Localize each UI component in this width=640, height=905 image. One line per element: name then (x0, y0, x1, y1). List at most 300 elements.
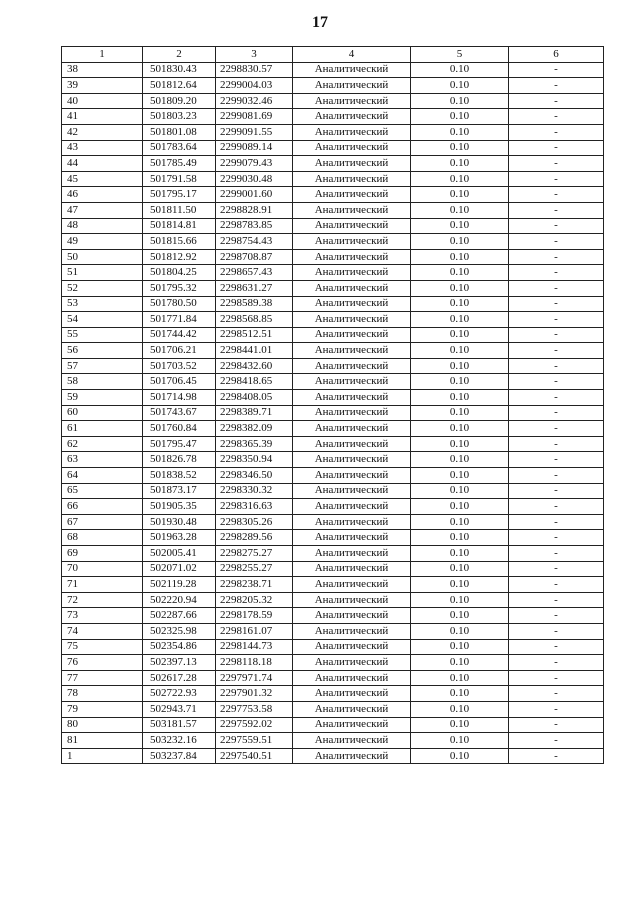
table-row (62, 670, 604, 686)
point-number-cell: 74 (62, 623, 143, 639)
accuracy-cell: 0.10 (411, 468, 509, 484)
y-coordinate-cell: 2298589.38 (216, 296, 293, 312)
x-coordinate-cell: 501743.67 (143, 405, 216, 421)
accuracy-cell: 0.10 (411, 171, 509, 187)
table-row (62, 187, 604, 203)
table-row (62, 546, 604, 562)
method-cell: Аналитический (293, 468, 411, 484)
x-coordinate-cell: 501830.43 (143, 62, 216, 78)
y-coordinate-cell: 2298330.32 (216, 483, 293, 499)
x-coordinate-cell: 503181.57 (143, 717, 216, 733)
x-coordinate-cell: 501783.64 (143, 140, 216, 156)
y-coordinate-cell: 2298657.43 (216, 265, 293, 281)
table-row (62, 358, 604, 374)
accuracy-cell: 0.10 (411, 623, 509, 639)
note-cell: - (509, 327, 604, 343)
point-number-cell: 76 (62, 655, 143, 671)
header-row (62, 47, 604, 63)
y-coordinate-cell: 2298255.27 (216, 561, 293, 577)
accuracy-cell: 0.10 (411, 296, 509, 312)
point-number-cell: 73 (62, 608, 143, 624)
method-cell: Аналитический (293, 530, 411, 546)
point-number-cell: 56 (62, 343, 143, 359)
x-coordinate-cell: 501780.50 (143, 296, 216, 312)
accuracy-cell: 0.10 (411, 608, 509, 624)
note-cell: - (509, 280, 604, 296)
note-cell: - (509, 171, 604, 187)
table-row (62, 655, 604, 671)
y-coordinate-cell: 2298432.60 (216, 358, 293, 374)
y-coordinate-cell: 2299030.48 (216, 171, 293, 187)
note-cell: - (509, 639, 604, 655)
note-cell: - (509, 686, 604, 702)
note-cell: - (509, 530, 604, 546)
note-cell: - (509, 234, 604, 250)
note-cell: - (509, 156, 604, 172)
y-coordinate-cell: 2299089.14 (216, 140, 293, 156)
page-number: 17 (312, 14, 328, 31)
table-row (62, 717, 604, 733)
y-coordinate-cell: 2297592.02 (216, 717, 293, 733)
note-cell: - (509, 124, 604, 140)
table-row (62, 686, 604, 702)
y-coordinate-cell: 2299004.03 (216, 78, 293, 94)
accuracy-cell: 0.10 (411, 577, 509, 593)
method-cell: Аналитический (293, 249, 411, 265)
method-cell: Аналитический (293, 421, 411, 437)
accuracy-cell: 0.10 (411, 390, 509, 406)
method-cell: Аналитический (293, 436, 411, 452)
table-row (62, 592, 604, 608)
point-number-cell: 81 (62, 733, 143, 749)
method-cell: Аналитический (293, 327, 411, 343)
y-coordinate-cell: 2298238.71 (216, 577, 293, 593)
x-coordinate-cell: 501814.81 (143, 218, 216, 234)
x-coordinate-cell: 502397.13 (143, 655, 216, 671)
x-coordinate-cell: 501714.98 (143, 390, 216, 406)
point-number-cell: 67 (62, 514, 143, 530)
x-coordinate-cell: 502722.93 (143, 686, 216, 702)
column-header-5: 5 (411, 47, 509, 63)
point-number-cell: 60 (62, 405, 143, 421)
note-cell: - (509, 499, 604, 515)
y-coordinate-cell: 2297540.51 (216, 748, 293, 764)
accuracy-cell: 0.10 (411, 249, 509, 265)
point-number-cell: 78 (62, 686, 143, 702)
note-cell: - (509, 670, 604, 686)
x-coordinate-cell: 501811.50 (143, 202, 216, 218)
note-cell: - (509, 592, 604, 608)
method-cell: Аналитический (293, 499, 411, 515)
column-header-6: 6 (509, 47, 604, 63)
table-row (62, 405, 604, 421)
accuracy-cell: 0.10 (411, 483, 509, 499)
accuracy-cell: 0.10 (411, 109, 509, 125)
note-cell: - (509, 140, 604, 156)
y-coordinate-cell: 2298708.87 (216, 249, 293, 265)
accuracy-cell: 0.10 (411, 156, 509, 172)
table-row (62, 390, 604, 406)
note-cell: - (509, 296, 604, 312)
note-cell: - (509, 577, 604, 593)
method-cell: Аналитический (293, 109, 411, 125)
table-row (62, 468, 604, 484)
note-cell: - (509, 343, 604, 359)
table-row (62, 234, 604, 250)
method-cell: Аналитический (293, 686, 411, 702)
point-number-cell: 49 (62, 234, 143, 250)
point-number-cell: 79 (62, 701, 143, 717)
x-coordinate-cell: 501795.32 (143, 280, 216, 296)
column-header-2: 2 (143, 47, 216, 63)
y-coordinate-cell: 2298441.01 (216, 343, 293, 359)
table-row (62, 374, 604, 390)
y-coordinate-cell: 2297901.32 (216, 686, 293, 702)
note-cell: - (509, 265, 604, 281)
point-number-cell: 62 (62, 436, 143, 452)
y-coordinate-cell: 2298783.85 (216, 218, 293, 234)
y-coordinate-cell: 2298418.65 (216, 374, 293, 390)
method-cell: Аналитический (293, 374, 411, 390)
y-coordinate-cell: 2299001.60 (216, 187, 293, 203)
point-number-cell: 44 (62, 156, 143, 172)
x-coordinate-cell: 502119.28 (143, 577, 216, 593)
point-number-cell: 45 (62, 171, 143, 187)
accuracy-cell: 0.10 (411, 561, 509, 577)
method-cell: Аналитический (293, 733, 411, 749)
point-number-cell: 38 (62, 62, 143, 78)
x-coordinate-cell: 501795.17 (143, 187, 216, 203)
table-row (62, 561, 604, 577)
method-cell: Аналитический (293, 546, 411, 562)
note-cell: - (509, 717, 604, 733)
y-coordinate-cell: 2298205.32 (216, 592, 293, 608)
table-row (62, 140, 604, 156)
point-number-cell: 40 (62, 93, 143, 109)
note-cell: - (509, 483, 604, 499)
table-row (62, 421, 604, 437)
table-row (62, 577, 604, 593)
table-row (62, 218, 604, 234)
method-cell: Аналитический (293, 156, 411, 172)
x-coordinate-cell: 501809.20 (143, 93, 216, 109)
accuracy-cell: 0.10 (411, 514, 509, 530)
y-coordinate-cell: 2298275.27 (216, 546, 293, 562)
table-row (62, 514, 604, 530)
method-cell: Аналитический (293, 561, 411, 577)
table-row (62, 296, 604, 312)
method-cell: Аналитический (293, 639, 411, 655)
point-number-cell: 66 (62, 499, 143, 515)
point-number-cell: 48 (62, 218, 143, 234)
note-cell: - (509, 187, 604, 203)
x-coordinate-cell: 502071.02 (143, 561, 216, 577)
x-coordinate-cell: 501760.84 (143, 421, 216, 437)
table-row (62, 171, 604, 187)
method-cell: Аналитический (293, 140, 411, 156)
note-cell: - (509, 452, 604, 468)
point-number-cell: 68 (62, 530, 143, 546)
point-number-cell: 51 (62, 265, 143, 281)
table-row (62, 530, 604, 546)
point-number-cell: 71 (62, 577, 143, 593)
point-number-cell: 59 (62, 390, 143, 406)
table-row (62, 608, 604, 624)
accuracy-cell: 0.10 (411, 265, 509, 281)
table-row (62, 312, 604, 328)
method-cell: Аналитический (293, 514, 411, 530)
note-cell: - (509, 546, 604, 562)
point-number-cell: 42 (62, 124, 143, 140)
method-cell: Аналитический (293, 265, 411, 281)
accuracy-cell: 0.10 (411, 78, 509, 94)
accuracy-cell: 0.10 (411, 436, 509, 452)
note-cell: - (509, 62, 604, 78)
point-number-cell: 80 (62, 717, 143, 733)
note-cell: - (509, 733, 604, 749)
accuracy-cell: 0.10 (411, 218, 509, 234)
method-cell: Аналитический (293, 93, 411, 109)
x-coordinate-cell: 502287.66 (143, 608, 216, 624)
note-cell: - (509, 78, 604, 94)
accuracy-cell: 0.10 (411, 124, 509, 140)
y-coordinate-cell: 2297971.74 (216, 670, 293, 686)
x-coordinate-cell: 502220.94 (143, 592, 216, 608)
x-coordinate-cell: 501706.45 (143, 374, 216, 390)
point-number-cell: 72 (62, 592, 143, 608)
y-coordinate-cell: 2298346.50 (216, 468, 293, 484)
note-cell: - (509, 202, 604, 218)
note-cell: - (509, 701, 604, 717)
accuracy-cell: 0.10 (411, 374, 509, 390)
point-number-cell: 1 (62, 748, 143, 764)
accuracy-cell: 0.10 (411, 701, 509, 717)
accuracy-cell: 0.10 (411, 452, 509, 468)
table-row (62, 93, 604, 109)
accuracy-cell: 0.10 (411, 733, 509, 749)
note-cell: - (509, 655, 604, 671)
x-coordinate-cell: 501703.52 (143, 358, 216, 374)
method-cell: Аналитический (293, 280, 411, 296)
table-row (62, 156, 604, 172)
method-cell: Аналитический (293, 78, 411, 94)
table-row (62, 124, 604, 140)
y-coordinate-cell: 2297753.58 (216, 701, 293, 717)
method-cell: Аналитический (293, 171, 411, 187)
method-cell: Аналитический (293, 358, 411, 374)
x-coordinate-cell: 502943.71 (143, 701, 216, 717)
x-coordinate-cell: 501838.52 (143, 468, 216, 484)
accuracy-cell: 0.10 (411, 62, 509, 78)
point-number-cell: 64 (62, 468, 143, 484)
x-coordinate-cell: 501826.78 (143, 452, 216, 468)
accuracy-cell: 0.10 (411, 499, 509, 515)
y-coordinate-cell: 2298830.57 (216, 62, 293, 78)
table-row (62, 483, 604, 499)
method-cell: Аналитический (293, 234, 411, 250)
method-cell: Аналитический (293, 655, 411, 671)
y-coordinate-cell: 2298350.94 (216, 452, 293, 468)
accuracy-cell: 0.10 (411, 202, 509, 218)
point-number-cell: 61 (62, 421, 143, 437)
accuracy-cell: 0.10 (411, 655, 509, 671)
accuracy-cell: 0.10 (411, 405, 509, 421)
x-coordinate-cell: 501803.23 (143, 109, 216, 125)
y-coordinate-cell: 2298316.63 (216, 499, 293, 515)
accuracy-cell: 0.10 (411, 748, 509, 764)
note-cell: - (509, 623, 604, 639)
point-number-cell: 65 (62, 483, 143, 499)
y-coordinate-cell: 2298365.39 (216, 436, 293, 452)
x-coordinate-cell: 501791.58 (143, 171, 216, 187)
method-cell: Аналитический (293, 577, 411, 593)
accuracy-cell: 0.10 (411, 421, 509, 437)
method-cell: Аналитический (293, 296, 411, 312)
y-coordinate-cell: 2298289.56 (216, 530, 293, 546)
table-row (62, 343, 604, 359)
method-cell: Аналитический (293, 390, 411, 406)
x-coordinate-cell: 501771.84 (143, 312, 216, 328)
accuracy-cell: 0.10 (411, 530, 509, 546)
column-header-4: 4 (293, 47, 411, 63)
table-row (62, 733, 604, 749)
table-row (62, 452, 604, 468)
column-header-1: 1 (62, 47, 143, 63)
y-coordinate-cell: 2299079.43 (216, 156, 293, 172)
x-coordinate-cell: 501930.48 (143, 514, 216, 530)
y-coordinate-cell: 2298144.73 (216, 639, 293, 655)
point-number-cell: 43 (62, 140, 143, 156)
y-coordinate-cell: 2298408.05 (216, 390, 293, 406)
y-coordinate-cell: 2298828.91 (216, 202, 293, 218)
accuracy-cell: 0.10 (411, 592, 509, 608)
note-cell: - (509, 514, 604, 530)
x-coordinate-cell: 502617.28 (143, 670, 216, 686)
y-coordinate-cell: 2297559.51 (216, 733, 293, 749)
point-number-cell: 57 (62, 358, 143, 374)
method-cell: Аналитический (293, 343, 411, 359)
table-row (62, 436, 604, 452)
table-row (62, 109, 604, 125)
note-cell: - (509, 390, 604, 406)
note-cell: - (509, 405, 604, 421)
point-number-cell: 69 (62, 546, 143, 562)
point-number-cell: 70 (62, 561, 143, 577)
accuracy-cell: 0.10 (411, 546, 509, 562)
method-cell: Аналитический (293, 670, 411, 686)
point-number-cell: 75 (62, 639, 143, 655)
point-number-cell: 77 (62, 670, 143, 686)
x-coordinate-cell: 501785.49 (143, 156, 216, 172)
x-coordinate-cell: 501812.92 (143, 249, 216, 265)
column-header-3: 3 (216, 47, 293, 63)
x-coordinate-cell: 501744.42 (143, 327, 216, 343)
y-coordinate-cell: 2298568.85 (216, 312, 293, 328)
accuracy-cell: 0.10 (411, 187, 509, 203)
table-row (62, 639, 604, 655)
method-cell: Аналитический (293, 592, 411, 608)
note-cell: - (509, 358, 604, 374)
note-cell: - (509, 561, 604, 577)
table-row (62, 499, 604, 515)
method-cell: Аналитический (293, 701, 411, 717)
accuracy-cell: 0.10 (411, 140, 509, 156)
point-number-cell: 39 (62, 78, 143, 94)
y-coordinate-cell: 2298161.07 (216, 623, 293, 639)
method-cell: Аналитический (293, 187, 411, 203)
point-number-cell: 46 (62, 187, 143, 203)
y-coordinate-cell: 2298512.51 (216, 327, 293, 343)
note-cell: - (509, 312, 604, 328)
x-coordinate-cell: 501873.17 (143, 483, 216, 499)
x-coordinate-cell: 501815.66 (143, 234, 216, 250)
x-coordinate-cell: 501812.64 (143, 78, 216, 94)
point-number-cell: 52 (62, 280, 143, 296)
table-row (62, 327, 604, 343)
y-coordinate-cell: 2298305.26 (216, 514, 293, 530)
method-cell: Аналитический (293, 405, 411, 421)
x-coordinate-cell: 501804.25 (143, 265, 216, 281)
point-number-cell: 54 (62, 312, 143, 328)
method-cell: Аналитический (293, 202, 411, 218)
point-number-cell: 47 (62, 202, 143, 218)
table-row (62, 623, 604, 639)
x-coordinate-cell: 502005.41 (143, 546, 216, 562)
accuracy-cell: 0.10 (411, 358, 509, 374)
table-row (62, 748, 604, 764)
note-cell: - (509, 374, 604, 390)
table-row (62, 280, 604, 296)
y-coordinate-cell: 2299032.46 (216, 93, 293, 109)
table-row (62, 62, 604, 78)
accuracy-cell: 0.10 (411, 343, 509, 359)
note-cell: - (509, 421, 604, 437)
method-cell: Аналитический (293, 623, 411, 639)
table-row (62, 78, 604, 94)
point-number-cell: 53 (62, 296, 143, 312)
method-cell: Аналитический (293, 124, 411, 140)
accuracy-cell: 0.10 (411, 93, 509, 109)
note-cell: - (509, 608, 604, 624)
accuracy-cell: 0.10 (411, 327, 509, 343)
x-coordinate-cell: 501963.28 (143, 530, 216, 546)
method-cell: Аналитический (293, 452, 411, 468)
accuracy-cell: 0.10 (411, 234, 509, 250)
y-coordinate-cell: 2298754.43 (216, 234, 293, 250)
table-body (62, 62, 604, 764)
accuracy-cell: 0.10 (411, 280, 509, 296)
x-coordinate-cell: 503237.84 (143, 748, 216, 764)
x-coordinate-cell: 501905.35 (143, 499, 216, 515)
accuracy-cell: 0.10 (411, 686, 509, 702)
y-coordinate-cell: 2298118.18 (216, 655, 293, 671)
method-cell: Аналитический (293, 748, 411, 764)
x-coordinate-cell: 502325.98 (143, 623, 216, 639)
note-cell: - (509, 93, 604, 109)
method-cell: Аналитический (293, 312, 411, 328)
x-coordinate-cell: 501801.08 (143, 124, 216, 140)
table-row (62, 265, 604, 281)
x-coordinate-cell: 502354.86 (143, 639, 216, 655)
method-cell: Аналитический (293, 218, 411, 234)
table-row (62, 249, 604, 265)
note-cell: - (509, 436, 604, 452)
x-coordinate-cell: 501795.47 (143, 436, 216, 452)
method-cell: Аналитический (293, 62, 411, 78)
method-cell: Аналитический (293, 608, 411, 624)
method-cell: Аналитический (293, 483, 411, 499)
note-cell: - (509, 468, 604, 484)
